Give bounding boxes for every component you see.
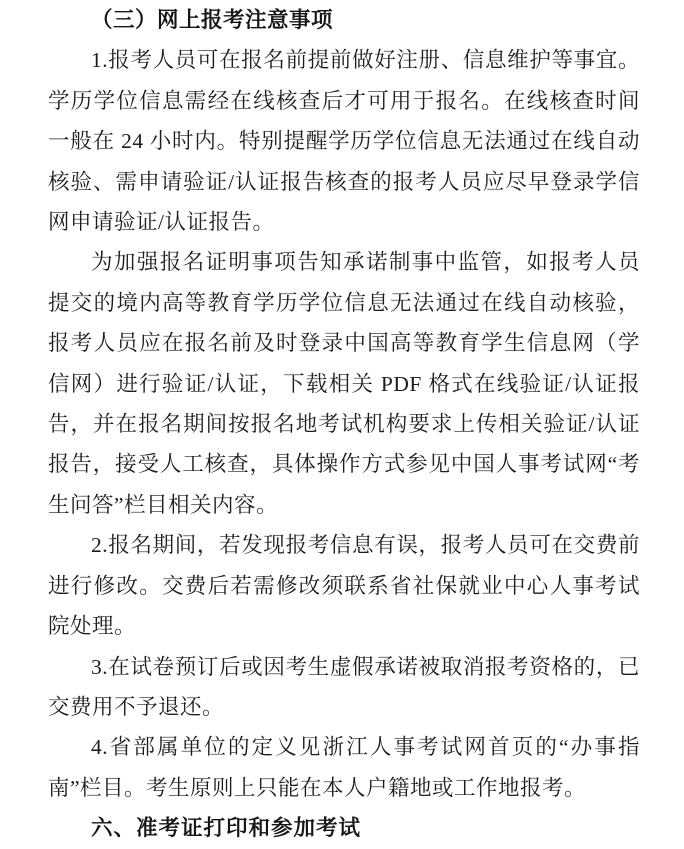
paragraph-2: 为加强报名证明事项告知承诺制事中监管，如报考人员提交的境内高等教育学历学位信息无法通过在线自动核验，报考人员应在报名前及时登录中国高等教育学生信息网（学信网）进行验证/认证，下载相关 PDF 格式在线验证/认证报告，并在报名期间按报名地考试机构要求上传相关验证/认证报告，接受人工核查，具体操作方式参见中国人事考试网“考生问答”栏目相关内容。 [48, 250, 640, 517]
section-heading: （三）网上报考注意事项 [91, 8, 334, 32]
paragraph-1: 1.报考人员可在报名前提前做好注册、信息维护等事宜。学历学位信息需经在线核查后才可用于报名。在线核查时间一般在 24 小时内。特别提醒学历学位信息无法通过在线自动核验、需申请验证/认证报告核查的报考人员应尽早登录学信网申请验证/认证报告。 [48, 48, 640, 235]
paragraph-4: 3.在试卷预订后或因考生虚假承诺被取消报考资格的，已交费用不予退还。 [48, 654, 640, 719]
paragraph-5: 4.省部属单位的定义见浙江人事考试网首页的“办事指南”栏目。考生原则上只能在本人户籍地或工作地报考。 [48, 735, 640, 800]
paragraph-3: 2.报名期间，若发现报考信息有误，报考人员可在交费前进行修改。交费后若需修改须联系省社保就业中心人事考试院处理。 [48, 533, 640, 639]
document-page [48, 0, 640, 849]
next-section-heading: 六、准考证打印和参加考试 [91, 816, 362, 841]
